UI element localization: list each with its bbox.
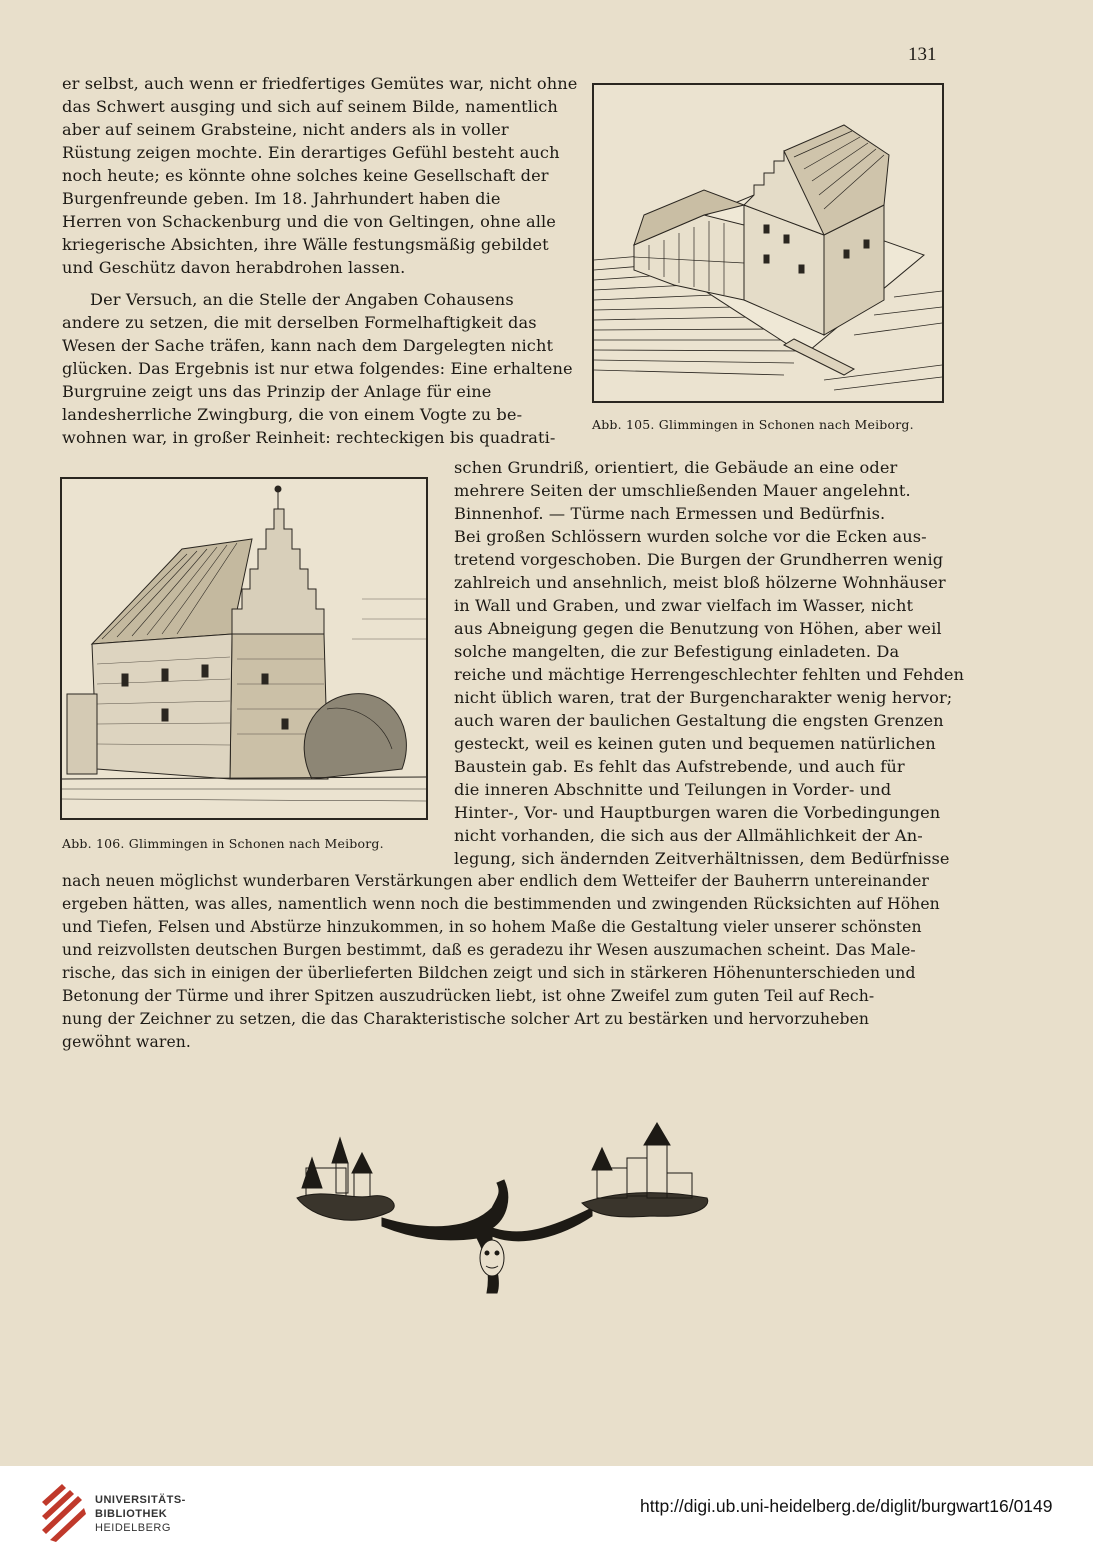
document-url-link[interactable]: http://digi.ub.uni-heidelberg.de/diglit/burgwart16/0149 — [640, 1496, 1053, 1516]
library-name-line: BIBLIOTHEK — [95, 1508, 168, 1520]
text-line: kriegerische Absichten, ihre Wälle festungsmäßig gebildet — [62, 235, 549, 254]
figure-106-caption: Abb. 106. Glimmingen in Schonen nach Meiborg. — [62, 836, 384, 851]
text-line: gesteckt, weil es keinen guten und bequemen natürlichen — [454, 734, 936, 753]
text-line: Der Versuch, an die Stelle der Angaben Cohausens — [90, 290, 514, 309]
text-line: nung der Zeichner zu setzen, die das Charakteristische solcher Art zu bestärken und hervorzuheben — [62, 1010, 870, 1028]
text-line: das Schwert ausging und sich auf seinem Bilde, namentlich — [62, 97, 558, 116]
text-line: rische, das sich in einigen der überlieferten Bildchen zeigt und sich in stärkeren Höhenunterschieden und — [62, 964, 916, 982]
figure-106-castle-engraving — [60, 477, 428, 820]
text-line: noch heute; es könnte ohne solches keine Gesellschaft der — [62, 166, 549, 185]
text-line: die inneren Abschnitte und Teilungen in Vorder- und — [454, 780, 892, 799]
text-line: Bei großen Schlössern wurden solche vor die Ecken aus- — [454, 527, 927, 546]
text-line: landesherrliche Zwingburg, die von einem Vogte zu be- — [62, 405, 523, 424]
text-line: Rüstung zeigen mochte. Ein derartiges Gefühl besteht auch — [62, 143, 560, 162]
text-line: Burgenfreunde geben. Im 18. Jahrhundert haben die — [62, 189, 501, 208]
text-line: und Geschütz davon herabdrohen lassen. — [62, 258, 406, 277]
page-number: 131 — [908, 44, 937, 65]
text-line: und Tiefen, Felsen und Abstürze hinzukommen, in so hohem Maße die Gestaltung vieler unserer schönsten — [62, 918, 922, 936]
figure-105-caption: Abb. 105. Glimmingen in Schonen nach Meiborg. — [592, 417, 914, 432]
text-line: Hinter-, Vor- und Hauptburgen waren die Vorbedingungen — [454, 803, 941, 822]
text-line: gewöhnt waren. — [62, 1033, 191, 1051]
castle-aerial-illustration — [594, 85, 942, 401]
text-line: auch waren der baulichen Gestaltung die engsten Grenzen — [454, 711, 944, 730]
text-line: glücken. Das Ergebnis ist nur etwa folgendes: Eine erhaltene — [62, 359, 573, 378]
castle-tower-illustration — [62, 479, 426, 818]
text-line: tretend vorgeschoben. Die Burgen der Grundherren wenig — [454, 550, 944, 569]
text-line: Betonung der Türme und ihrer Spitzen auszudrücken liebt, ist ohne Zweifel zum guten Teil auf Rech- — [62, 987, 875, 1005]
text-line: aus Abneigung gegen die Benutzung von Höhen, aber weil — [454, 619, 942, 638]
castle-vignette-ornament — [292, 1118, 722, 1298]
text-line: Baustein gab. Es fehlt das Aufstrebende, und auch für — [454, 757, 905, 776]
text-line: mehrere Seiten der umschließenden Mauer angelehnt. — [454, 481, 911, 500]
text-line: andere zu setzen, die mit derselben Formelhaftigkeit das — [62, 313, 537, 332]
text-line: nach neuen möglichst wunderbaren Verstärkungen aber endlich dem Wetteifer der Bauherrn untereinander — [62, 872, 929, 890]
library-name-line: UNIVERSITÄTS- — [95, 1494, 186, 1506]
text-line: in Wall und Graben, und zwar vielfach im Wasser, nicht — [454, 596, 914, 615]
text-line: ergeben hätten, was alles, namentlich wenn noch die bestimmenden und zwingenden Rücksichten auf Höhen — [62, 895, 940, 913]
text-line: wohnen war, in großer Reinheit: rechteckigen bis quadrati- — [62, 428, 556, 447]
figure-105-castle-engraving — [592, 83, 944, 403]
text-line: und reizvollsten deutschen Burgen bestimmt, daß es geradezu ihr Wesen auszumachen scheint. Das Male- — [62, 941, 916, 959]
text-line: Herren von Schackenburg und die von Geltingen, ohne alle — [62, 212, 556, 231]
text-line: Wesen der Sache träfen, kann nach dem Dargelegten nicht — [62, 336, 554, 355]
text-line: Burgruine zeigt uns das Prinzip der Anlage für eine — [62, 382, 492, 401]
text-line: nicht vorhanden, die sich aus der Allmählichkeit der An- — [454, 826, 923, 845]
text-line: Binnenhof. — Türme nach Ermessen und Bedürfnis. — [454, 504, 886, 523]
text-line: reiche und mächtige Herrengeschlechter fehlten und Fehden — [454, 665, 965, 684]
text-line: zahlreich und ansehnlich, meist bloß hölzerne Wohnhäuser — [454, 573, 946, 592]
text-line: er selbst, auch wenn er friedfertiges Gemütes war, nicht ohne — [62, 74, 578, 93]
text-line: legung, sich ändernden Zeitverhältnissen, dem Bedürfnisse — [454, 849, 950, 868]
text-line: schen Grundriß, orientiert, die Gebäude an eine oder — [454, 458, 898, 477]
university-library-logo-icon[interactable] — [40, 1482, 88, 1544]
text-line: solche mangelten, die zur Befestigung einladeten. Da — [454, 642, 900, 661]
text-line: aber auf seinem Grabsteine, nicht anders als in voller — [62, 120, 509, 139]
text-line: nicht üblich waren, trat der Burgencharakter wenig hervor; — [454, 688, 953, 707]
library-name-line: HEIDELBERG — [95, 1522, 171, 1534]
